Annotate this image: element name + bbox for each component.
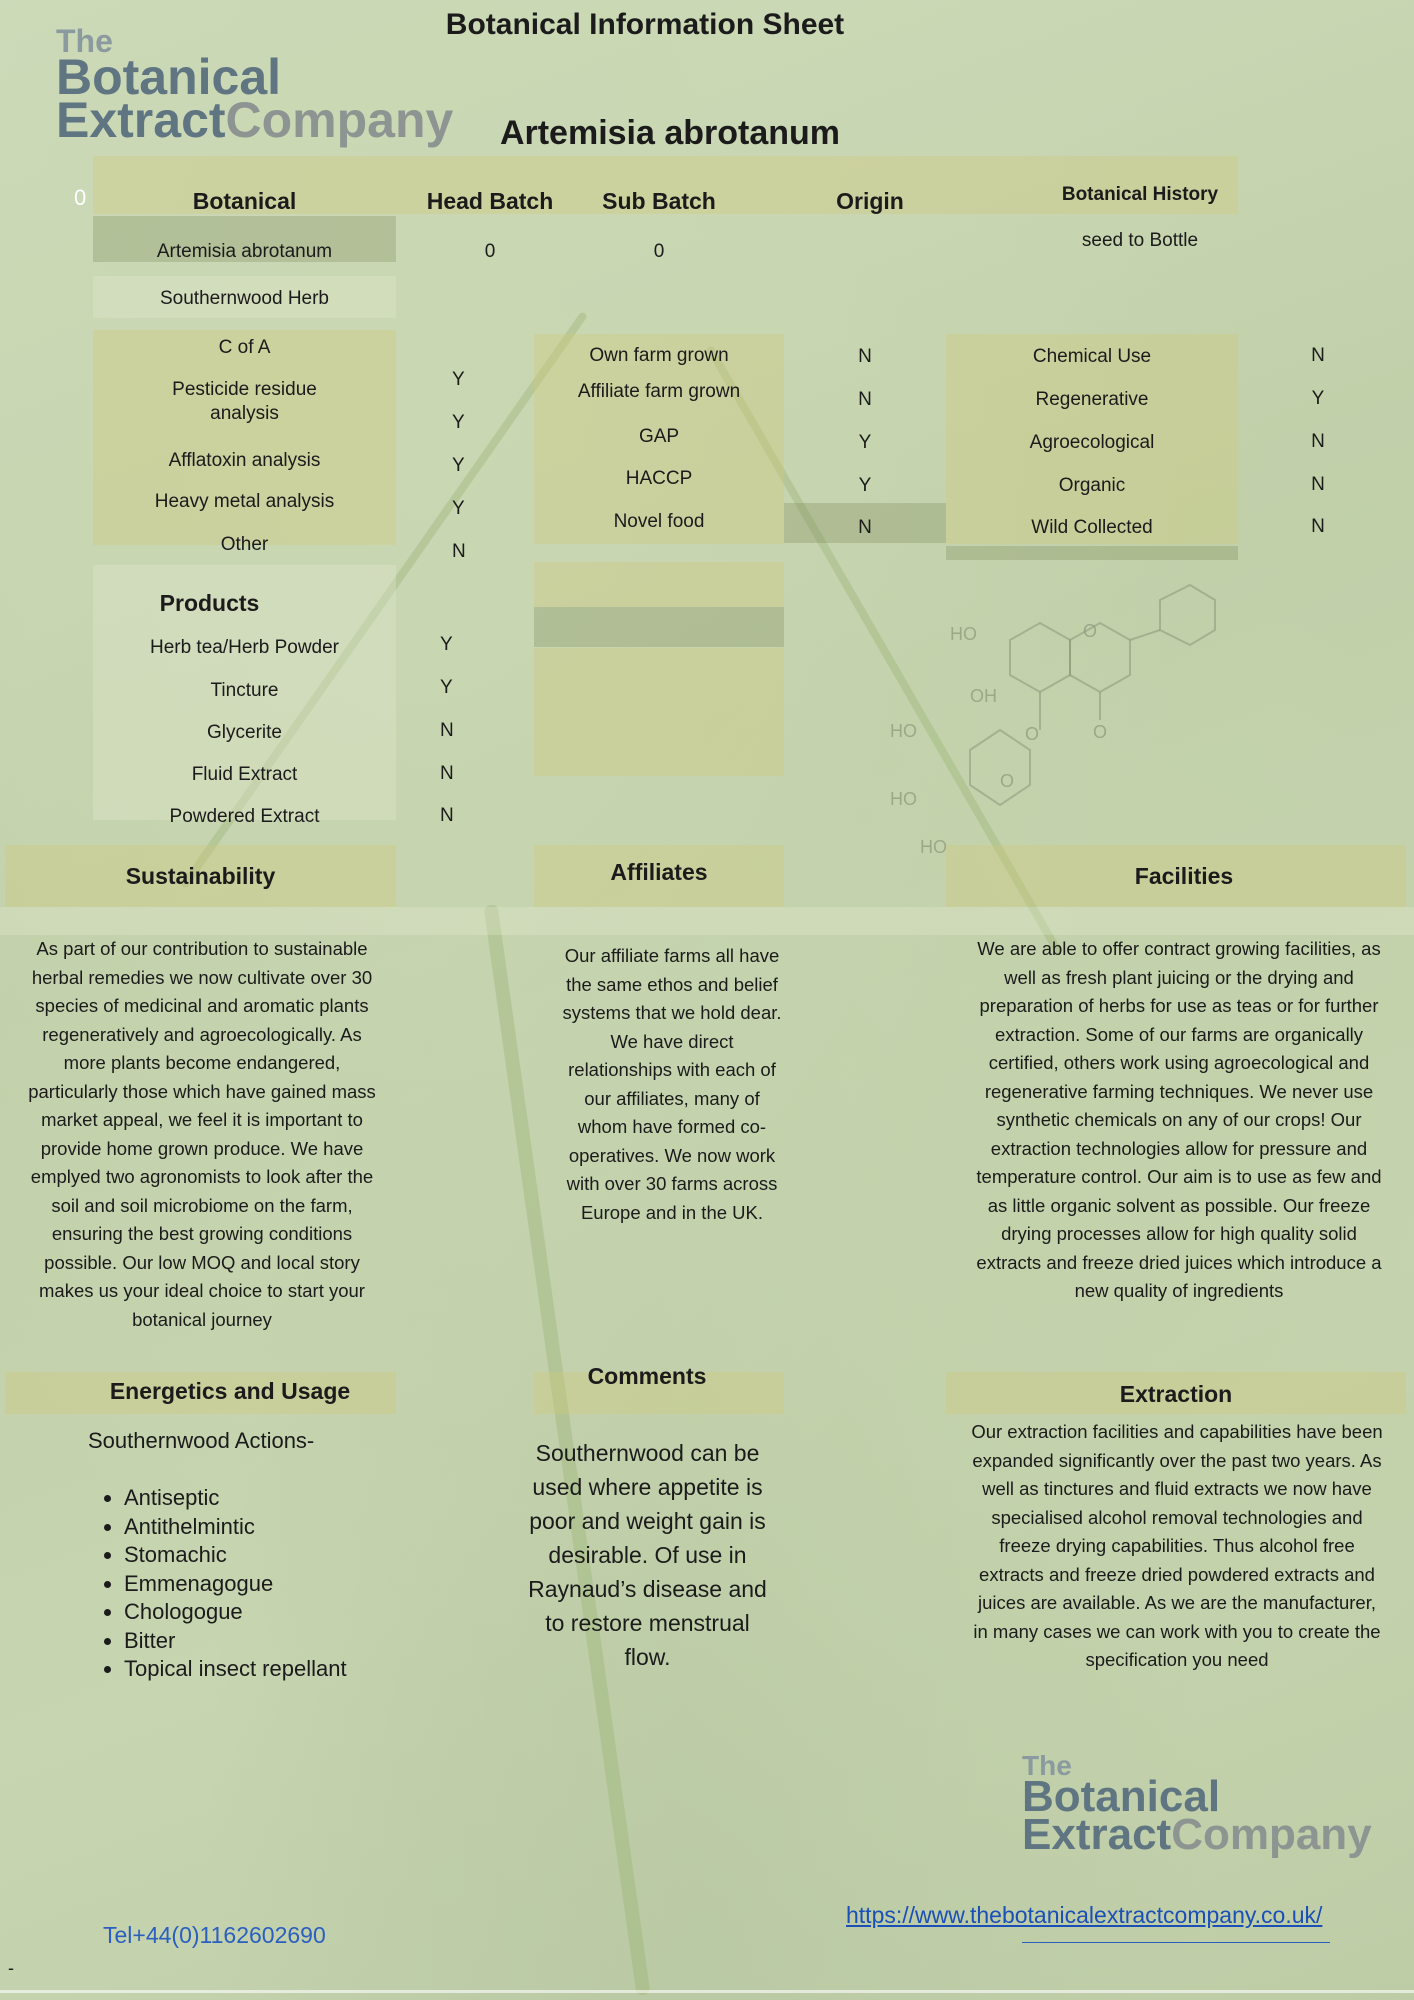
list-item: • Bitter	[124, 1627, 347, 1656]
origin-value: N	[858, 389, 872, 410]
molecule-label: HO	[920, 837, 947, 857]
farming-value: N	[1311, 345, 1325, 366]
footer-dash: -	[8, 1958, 14, 1978]
list-item: • Antiseptic	[124, 1484, 347, 1513]
origin-value: N	[858, 346, 872, 367]
list-item: • Antithelmintic	[124, 1513, 347, 1542]
sustainability-text: As part of our contribution to sustainable herbal remedies we now cultivate over 30 species of medicinal and aromatic plants regeneratively and agroecologically. As more plants become endangered, particularly those which have gained mass market appeal, we feel it is important to provide home grown produce. We have emplyed two agronomists to look after the soil and soil microbiome on the farm, ensuring the best growing conditions possible. Our low MOQ and local story makes us your ideal choice to start your botanical journey	[28, 938, 376, 1330]
column-header-origin: Origin	[836, 188, 904, 214]
farming-value: N	[1311, 431, 1325, 452]
page-title: Botanical Information Sheet	[445, 8, 845, 41]
origin-label: Novel food	[613, 511, 705, 532]
phone-number: Tel+44(0)1162602690	[103, 1922, 326, 1948]
stray-zero: 0	[74, 185, 87, 210]
product-label: Glycerite	[207, 722, 282, 743]
farming-label: Agroecological	[1029, 432, 1155, 453]
botanical-value: Artemisia abrotanum	[156, 241, 333, 262]
column-header-history: Botanical History	[1061, 184, 1219, 205]
sub-batch-value: 0	[653, 241, 665, 262]
molecule-label: OH	[970, 686, 997, 706]
extraction-text: Our extraction facilities and capabilities have been expanded significantly over the past two years. As well as tinctures and fluid extracts we now have specialised alcohol removal technologies and freeze drying capabilities. Thus alcohol free extracts and freeze dried powdered extracts and juices are available. As we are the manufacturer, in many cases we can work with you to create the specification you need	[971, 1421, 1383, 1670]
analysis-label: Pesticide residue analysis	[172, 379, 317, 424]
farming-band-edge	[946, 546, 1238, 560]
farming-label: Regenerative	[1035, 389, 1149, 410]
energetics-intro: Southernwood Actions-	[88, 1428, 315, 1453]
affiliates-heading: Affiliates	[610, 859, 708, 885]
origin-value: N	[858, 517, 872, 538]
column-header-sub-batch: Sub Batch	[602, 188, 716, 214]
analysis-value: Y	[452, 455, 465, 476]
comments-heading: Comments	[587, 1363, 707, 1389]
analysis-label: Afflatoxin analysis	[168, 450, 321, 471]
product-value: Y	[440, 677, 453, 698]
product-label: Powdered Extract	[169, 806, 320, 827]
bottom-border	[0, 1990, 1414, 1993]
head-batch-value: 0	[484, 241, 496, 262]
product-label: Fluid Extract	[191, 764, 298, 785]
empty-band-dark	[534, 607, 784, 647]
facilities-heading: Facilities	[1134, 863, 1234, 889]
analysis-value: Y	[452, 369, 465, 390]
analysis-label: Heavy metal analysis	[154, 491, 335, 512]
extraction-heading: Extraction	[1119, 1381, 1233, 1407]
product-value: N	[440, 720, 454, 741]
origin-value: Y	[858, 432, 872, 453]
product-label: Tincture	[210, 680, 279, 701]
list-item: • Stomachic	[124, 1541, 347, 1570]
empty-band	[534, 562, 784, 607]
farming-value: Y	[1311, 388, 1325, 409]
list-item: • Emmenagogue	[124, 1570, 347, 1599]
molecule-label: O	[1083, 621, 1098, 641]
comments-text: Southernwood can be used where appetite is poor and weight gain is desirable. Of use in Raynaud’s disease and to restore menstrual flow.	[528, 1440, 767, 1670]
product-value: N	[440, 763, 454, 784]
molecule-label: O	[1093, 722, 1108, 742]
list-item: • Chologogue	[124, 1598, 347, 1627]
product-value: N	[440, 805, 454, 826]
analysis-value: Y	[452, 498, 465, 519]
botanical-name-heading: Artemisia abrotanum	[499, 114, 841, 152]
molecule-label: O	[1000, 771, 1015, 791]
molecule-label: HO	[890, 721, 917, 741]
sustainability-heading: Sustainability	[125, 863, 276, 889]
column-header-botanical: Botanical	[192, 188, 297, 214]
product-label: Herb tea/Herb Powder	[149, 637, 340, 658]
section-divider-band	[0, 907, 1414, 935]
list-item: • Topical insect repellant	[124, 1655, 347, 1684]
analysis-value: Y	[452, 412, 465, 433]
company-logo-top: The Botanical ExtractCompany	[56, 23, 454, 148]
analysis-value: N	[452, 541, 466, 562]
origin-label: Affiliate farm grown	[577, 381, 741, 402]
origin-label: HACCP	[625, 468, 693, 489]
origin-value: Y	[858, 475, 872, 496]
molecule-label: HO	[890, 789, 917, 809]
molecule-label: O	[1025, 724, 1040, 744]
product-value: Y	[440, 634, 453, 655]
farming-label: Chemical Use	[1032, 346, 1152, 367]
origin-label: Own farm grown	[589, 345, 729, 366]
analysis-label: Other	[220, 534, 269, 555]
facilities-text: We are able to offer contract growing facilities, as well as fresh plant juicing or the drying and preparation of herbs for use as teas or for further extraction. Some of our farms are organically certified, others work using agroecological and regenerative farming techniques. We never use synthetic chemicals on any of our crops! Our extraction technologies allow for pressure and temperature control. Our aim is to use as few and as little organic solvent as possible. Our freeze drying processes allow for high quality solid extracts and freeze dried juices which introduce a new quality of ingredients	[976, 938, 1382, 1301]
energetics-heading: Energetics and Usage	[109, 1378, 351, 1404]
farming-value: N	[1311, 516, 1325, 537]
products-heading: Products	[159, 590, 260, 616]
company-logo-bottom: The Botanical ExtractCompany	[1022, 1750, 1372, 1859]
history-value: seed to Bottle	[1081, 230, 1199, 251]
molecule-label: HO	[950, 624, 977, 644]
molecule-watermark	[890, 580, 1230, 860]
empty-band	[534, 648, 784, 776]
farming-value: N	[1311, 474, 1325, 495]
actions-list	[88, 1484, 347, 1684]
link-underline-rule	[1022, 1942, 1330, 1943]
farming-label: Organic	[1058, 475, 1126, 496]
common-name: Southernwood Herb	[160, 288, 329, 309]
website-link[interactable]: https://www.thebotanicalextractcompany.co.uk/	[846, 1902, 1323, 1928]
affiliates-text: Our affiliate farms all have the same ethos and belief systems that we hold dear. We have direct relationships with each of our affiliates, many of whom have formed co- operatives. We now work with over 30 farms across Europe and in the UK.	[562, 945, 782, 1223]
analysis-label: C of A	[218, 337, 271, 358]
column-header-head-batch: Head Batch	[426, 188, 554, 214]
farming-label: Wild Collected	[1031, 517, 1153, 538]
origin-label: GAP	[638, 426, 680, 447]
